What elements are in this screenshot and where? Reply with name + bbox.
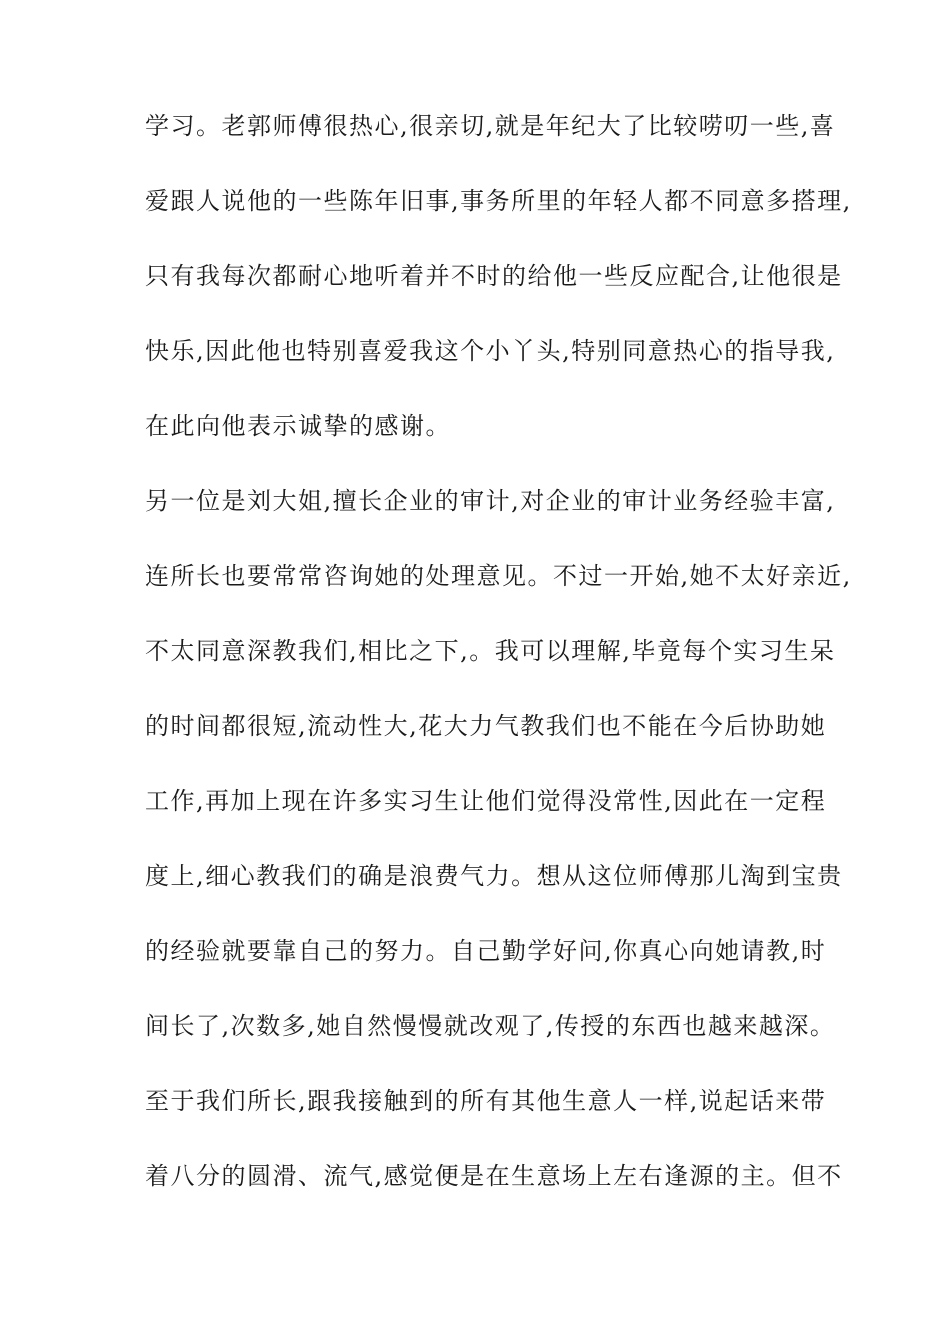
text-line: 学习。老郭师傅很热心,很亲切,就是年纪大了比较唠叨一些,喜	[145, 112, 836, 140]
text-line: 度上,细心教我们的确是浪费气力。想从这位师傅那儿淘到宝贵	[145, 862, 843, 890]
text-line: 的时间都很短,流动性大,花大力气教我们也不能在今后协助她	[145, 712, 827, 740]
text-line: 连所长也要常常咨询她的处理意见。不过一开始,她不太好亲近,	[145, 562, 852, 590]
text-line: 在此向他表示诚挚的感谢。	[145, 412, 451, 440]
text-line: 至于我们所长,跟我接触到的所有其他生意人一样,说起话来带	[145, 1087, 827, 1115]
text-line: 工作,再加上现在许多实习生让他们觉得没常性,因此在一定程	[145, 787, 827, 815]
text-line: 快乐,因此他也特别喜爱我这个小丫头,特别同意热心的指导我,	[145, 337, 836, 365]
text-line: 间长了,次数多,她自然慢慢就改观了,传授的东西也越来越深。	[145, 1012, 836, 1040]
text-line: 不太同意深教我们,相比之下,。我可以理解,毕竟每个实习生呆	[145, 637, 836, 665]
text-line: 的经验就要靠自己的努力。自己勤学好问,你真心向她请教,时	[145, 937, 827, 965]
body-text	[145, 106, 852, 1231]
text-line: 另一位是刘大姐,擅长企业的审计,对企业的审计业务经验丰富,	[145, 487, 836, 515]
text-line: 只有我每次都耐心地听着并不时的给他一些反应配合,让他很是	[145, 262, 843, 290]
text-line: 爱跟人说他的一些陈年旧事,事务所里的年轻人都不同意多搭理,	[145, 187, 852, 215]
text-line: 着八分的圆滑、流气,感觉便是在生意场上左右逢源的主。但不	[145, 1162, 843, 1190]
